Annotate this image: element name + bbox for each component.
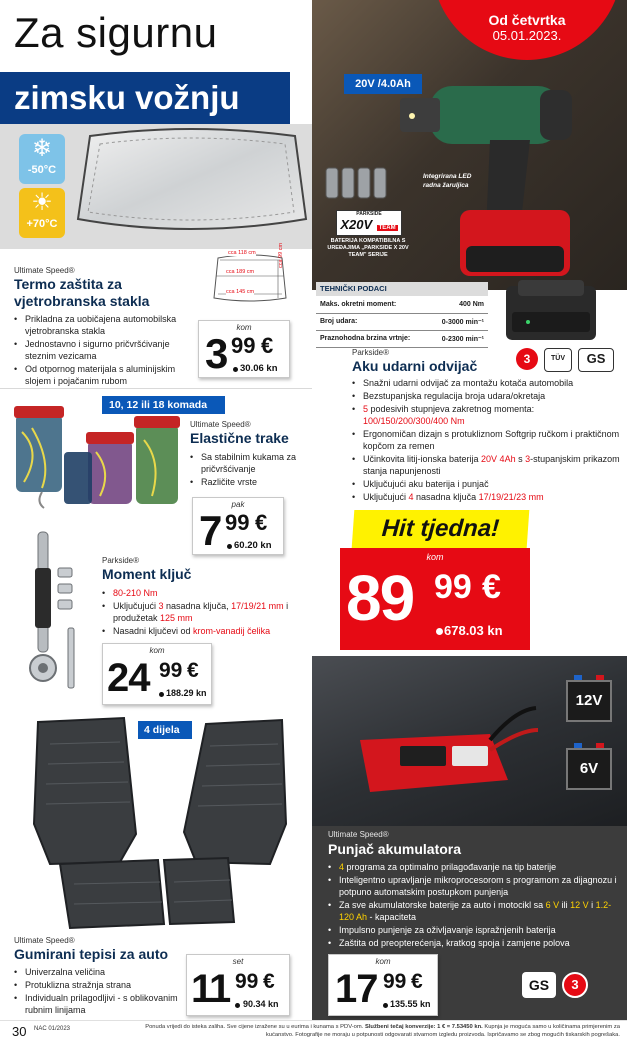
price-integer: 89 — [346, 562, 414, 634]
logo-x20v-line — [337, 218, 401, 235]
price-unit: kom — [236, 323, 252, 332]
page-title-line2: zimsku vožnju — [14, 79, 240, 116]
text-span: 100/150/200/300/400 Nm — [363, 416, 465, 426]
euro-symbol: € — [482, 568, 501, 606]
edition-code: NAC 01/2023 — [34, 1026, 71, 1032]
elastic-price-box — [192, 497, 284, 555]
text-span: Za sve akumulatorske baterije za auto i motocikl sa — [339, 900, 546, 910]
table-row — [316, 313, 488, 330]
led-note-line2: radna žaruljica — [423, 182, 469, 189]
list-item — [328, 861, 618, 873]
battery-terminal-minus-icon — [574, 743, 582, 748]
list-item: • Individualn prilagodljivi - s oblikovanim rubnim linijama — [14, 992, 184, 1016]
charger-features — [328, 861, 618, 950]
text-span: Učinkovita litij-ionska baterija — [363, 454, 482, 464]
elastic-brand: Ultimate Speed® — [190, 420, 251, 429]
text-span: 125 mm — [160, 613, 193, 623]
text-span: Uključujući — [363, 492, 409, 502]
page-title-banner — [0, 72, 290, 124]
euro-symbol: € — [255, 510, 268, 535]
price-integer: 3 — [205, 330, 229, 377]
euro-symbol: € — [261, 333, 274, 358]
price-integer: 7 — [199, 507, 223, 554]
price-decimal: 99 — [383, 970, 407, 993]
charger-brand: Ultimate Speed® — [328, 830, 389, 839]
voltage-badge: 20V /4.0Ah — [344, 74, 422, 94]
text-span: krom-vanadij čelika — [193, 626, 271, 636]
mats-features — [14, 966, 184, 1017]
car-mats-image — [20, 714, 298, 934]
list-item: • Različite vrste — [190, 476, 308, 488]
list-item — [102, 587, 308, 599]
battery-12v-label: 12V — [575, 692, 603, 709]
text-span: podesivih stupnjeva zakretnog momenta: — [368, 404, 535, 414]
dimension-label-2: cca 189 cm — [226, 269, 255, 275]
cold-temperature-badge — [19, 134, 65, 184]
charger-price-box — [328, 954, 438, 1016]
torque-price-box — [102, 643, 212, 705]
text-span: 17/19/21/23 mm — [478, 492, 544, 502]
table-row — [316, 330, 488, 347]
mats-price-box — [186, 954, 290, 1016]
list-item — [352, 403, 622, 427]
price-dot — [227, 544, 232, 549]
table-cell: 400 Nm — [430, 296, 488, 313]
windshield-title — [14, 276, 149, 310]
logo-x20v: X20V — [340, 217, 373, 232]
price-kuna: 60.20 kn — [234, 540, 272, 551]
text-span: programa za optimalno prilagođavanje na tip baterije — [344, 862, 557, 872]
tech-data-title: TEHNIČKI PODACI — [316, 282, 488, 296]
price-unit: set — [232, 957, 244, 966]
table-cell: 0-3000 min⁻¹ — [430, 313, 488, 330]
table-cell: Praznohodna brzina vrtnje: — [316, 330, 430, 347]
footer-disclaimer — [130, 1023, 620, 1039]
list-item: • Univerzalna veličina — [14, 966, 184, 978]
price-kuna: 90.34 kn — [243, 999, 279, 1009]
price-decimal: 99 — [434, 568, 472, 606]
torque-brand: Parkside® — [102, 556, 140, 565]
text-span: 5 — [363, 404, 369, 414]
price-kuna: 30.06 kn — [240, 363, 278, 374]
text-span: ili — [559, 900, 571, 910]
elastic-title: Elastične trake — [190, 430, 289, 446]
snowflake-icon: ❄ — [31, 135, 53, 162]
euro-symbol: € — [187, 659, 199, 682]
disclaimer-part: Kupnja je moguća samo u količinama primjerenim za kućanstvo. Fotografije ne moraju u potpunosti odgovarati stvarnom izgledu proizvoda. Ispričavamo se zbog mogućih tiskarskih pogrešaka. — [265, 1024, 620, 1038]
list-item: • Uključujući aku baterija i punjač — [352, 478, 622, 490]
battery-charger-image — [498, 276, 610, 346]
price-dot — [436, 628, 443, 635]
price-unit: pak — [231, 500, 245, 509]
euro-symbol: € — [411, 970, 423, 993]
list-item: • Zaštita od preopterećenja, kratkog spoja i zamjene polova — [328, 937, 618, 949]
price-dot — [235, 1003, 240, 1008]
text-span: nasadna ključa, — [163, 601, 232, 611]
charger-warranty-badge: 3 — [562, 972, 588, 998]
text-span: Uključujući — [113, 601, 159, 611]
price-integer: 11 — [191, 967, 230, 1011]
torque-features — [102, 587, 308, 638]
elastic-straps-image — [12, 392, 190, 516]
cold-temperature-label: -50°C — [27, 164, 57, 176]
dimension-label-1: cca 118 cm — [228, 250, 256, 256]
list-item — [352, 491, 622, 503]
led-note-line1: Integrirana LED — [423, 173, 472, 180]
dimension-label-4: cca 99 cm — [278, 242, 284, 268]
impact-price-box — [340, 548, 530, 650]
battery-terminal-minus-icon — [574, 675, 582, 680]
gs-badge: GS — [578, 348, 614, 372]
text-span: i — [588, 900, 596, 910]
euro-symbol: € — [263, 970, 275, 993]
price-unit: kom — [426, 552, 444, 562]
elastic-features — [190, 451, 308, 489]
price-unit: kom — [149, 646, 165, 655]
text-span: 20V 4Ah — [481, 454, 516, 464]
impact-features — [352, 377, 622, 504]
text-span: 17/19/21 mm — [231, 601, 284, 611]
list-item: • Ergonomičan dizajn s protukliznom Softgrip ručkom i praktičnom kopčom za remen — [352, 428, 622, 452]
impact-brand: Parkside® — [352, 348, 390, 357]
page-number: 30 — [12, 1024, 27, 1039]
battery-compat-note: BATERIJA KOMPATIBILNA S UREĐAJIMA „PARKSIDE X 20V TEAM" SERIJE — [327, 238, 409, 258]
windshield-features — [14, 313, 200, 388]
tuv-badge: TÜV — [544, 348, 572, 372]
list-item: • Od otpornog materijala s aluminijskim slojem i pojačanim rubom — [14, 363, 200, 387]
windshield-brand: Ultimate Speed® — [14, 266, 75, 275]
mats-count-badge: 4 dijela — [138, 721, 192, 739]
warranty-3-badge: 3 — [516, 348, 538, 370]
hot-temperature-label: +70°C — [26, 218, 58, 230]
table-cell: Maks. okretni moment: — [316, 296, 430, 313]
windshield-price-box — [198, 320, 290, 378]
price-integer: 24 — [107, 656, 150, 700]
x20v-team-logo — [336, 210, 402, 236]
price-unit: kom — [375, 957, 391, 966]
sun-icon: ☀ — [31, 189, 53, 216]
list-item — [352, 453, 622, 477]
conversion-rate: Službeni tečaj konverzije: 1 € = 7.53450 kn. — [364, 1024, 483, 1030]
price-kuna: 135.55 kn — [390, 999, 431, 1009]
led-note — [423, 172, 471, 190]
battery-6v-icon — [566, 748, 612, 790]
date-line1: Od četvrtka — [488, 12, 566, 28]
text-span: nasadna ključa — [413, 492, 479, 502]
table-cell: Broj udara: — [316, 313, 430, 330]
mats-brand: Ultimate Speed® — [14, 936, 75, 945]
list-item — [102, 625, 308, 637]
windshield-cover-image — [70, 124, 312, 249]
text-span: 12 V — [570, 900, 589, 910]
logo-text: PARKSIDE — [356, 211, 382, 217]
price-decimal: 99 — [231, 333, 256, 358]
text-span: 4 — [408, 492, 414, 502]
section-divider — [0, 388, 312, 389]
text-span: 4 — [339, 862, 345, 872]
list-item: • Prikladna za uobičajena automobilska vjetrobranska stakla — [14, 313, 200, 337]
price-decimal: 99 — [235, 970, 259, 993]
elastic-count-badge: 10, 12 ili 18 komada — [102, 396, 225, 414]
impact-title: Aku udarni odvijač — [352, 358, 478, 374]
price-decimal: 99 — [159, 659, 183, 682]
table-row — [316, 296, 488, 313]
list-item: • Protuklizna stražnja strana — [14, 979, 184, 991]
price-kuna: 678.03 kn — [444, 623, 503, 638]
windshield-title-line1: Termo zaštita za — [14, 276, 122, 292]
hit-of-week-banner: Hit tjedna! — [352, 510, 530, 548]
text-span: - kapaciteta — [367, 912, 417, 922]
text-span: -stupanjskim prikazom stanja napunjenosti — [363, 454, 620, 476]
list-item — [328, 899, 618, 923]
price-kuna: 188.29 kn — [166, 688, 207, 698]
list-item — [102, 600, 308, 624]
page-title-line1: Za sigurnu — [14, 9, 218, 56]
text-span: s — [515, 454, 526, 464]
list-item: • Snažni udarni odvijač za montažu kotača automobila — [352, 377, 622, 389]
price-decimal: 99 — [225, 510, 250, 535]
list-item: • Impulsno punjenje za oživljavanje ispražnjenih baterija — [328, 924, 618, 936]
date-line2: 05.01.2023. — [492, 28, 562, 43]
text-span: Nasadni ključevi od — [113, 626, 194, 636]
tech-data-table — [316, 296, 488, 348]
text-span: i produžetak — [113, 601, 289, 623]
list-item: • Bezstupanjska regulacija broja udara/okretaja — [352, 390, 622, 402]
charger-title: Punjač akumulatora — [328, 841, 462, 857]
text-span: 3 — [525, 454, 531, 464]
socket-set-image — [322, 160, 392, 202]
text-span: 3 — [158, 601, 164, 611]
mats-title: Gumirani tepisi za auto — [14, 946, 169, 962]
charger-gs-badge: GS — [522, 972, 556, 998]
torque-range: 80-210 Nm — [113, 588, 158, 598]
logo-team: TEAM — [378, 225, 396, 231]
list-item: • Sa stabilnim kukama za pričvršćivanje — [190, 451, 308, 475]
price-dot — [159, 692, 164, 697]
battery-12v-icon — [566, 680, 612, 722]
charger-image — [340, 700, 540, 810]
windshield-title-line2: vjetrobranska stakla — [14, 293, 150, 309]
price-integer: 17 — [335, 967, 378, 1011]
battery-terminal-plus-icon — [596, 743, 604, 748]
battery-6v-label: 6V — [579, 760, 599, 777]
battery-terminal-plus-icon — [596, 675, 604, 680]
price-dot — [233, 367, 238, 372]
torque-wrench-image — [18, 528, 98, 706]
list-item: • Jednostavno i sigurno pričvršćivanje steznim vezicama — [14, 338, 200, 362]
list-item: • Inteligentno upravljanje mikroprocesorom s programom za dijagnozu i potpuno automatskim postupkom punjenja — [328, 874, 618, 898]
table-cell: 0-2300 min⁻¹ — [430, 330, 488, 347]
disclaimer-part: Ponuda vrijedi do isteka zaliha. Sve cijene izražene su u eurima i kunama s PDV-om. — [145, 1024, 365, 1030]
dimension-label-3: cca 145 cm — [226, 289, 255, 295]
text-span: 1.2-120 Ah — [339, 900, 612, 922]
torque-title: Moment ključ — [102, 566, 192, 582]
price-dot — [383, 1003, 388, 1008]
hot-temperature-badge — [19, 188, 65, 238]
text-span: 6 V — [545, 900, 560, 910]
